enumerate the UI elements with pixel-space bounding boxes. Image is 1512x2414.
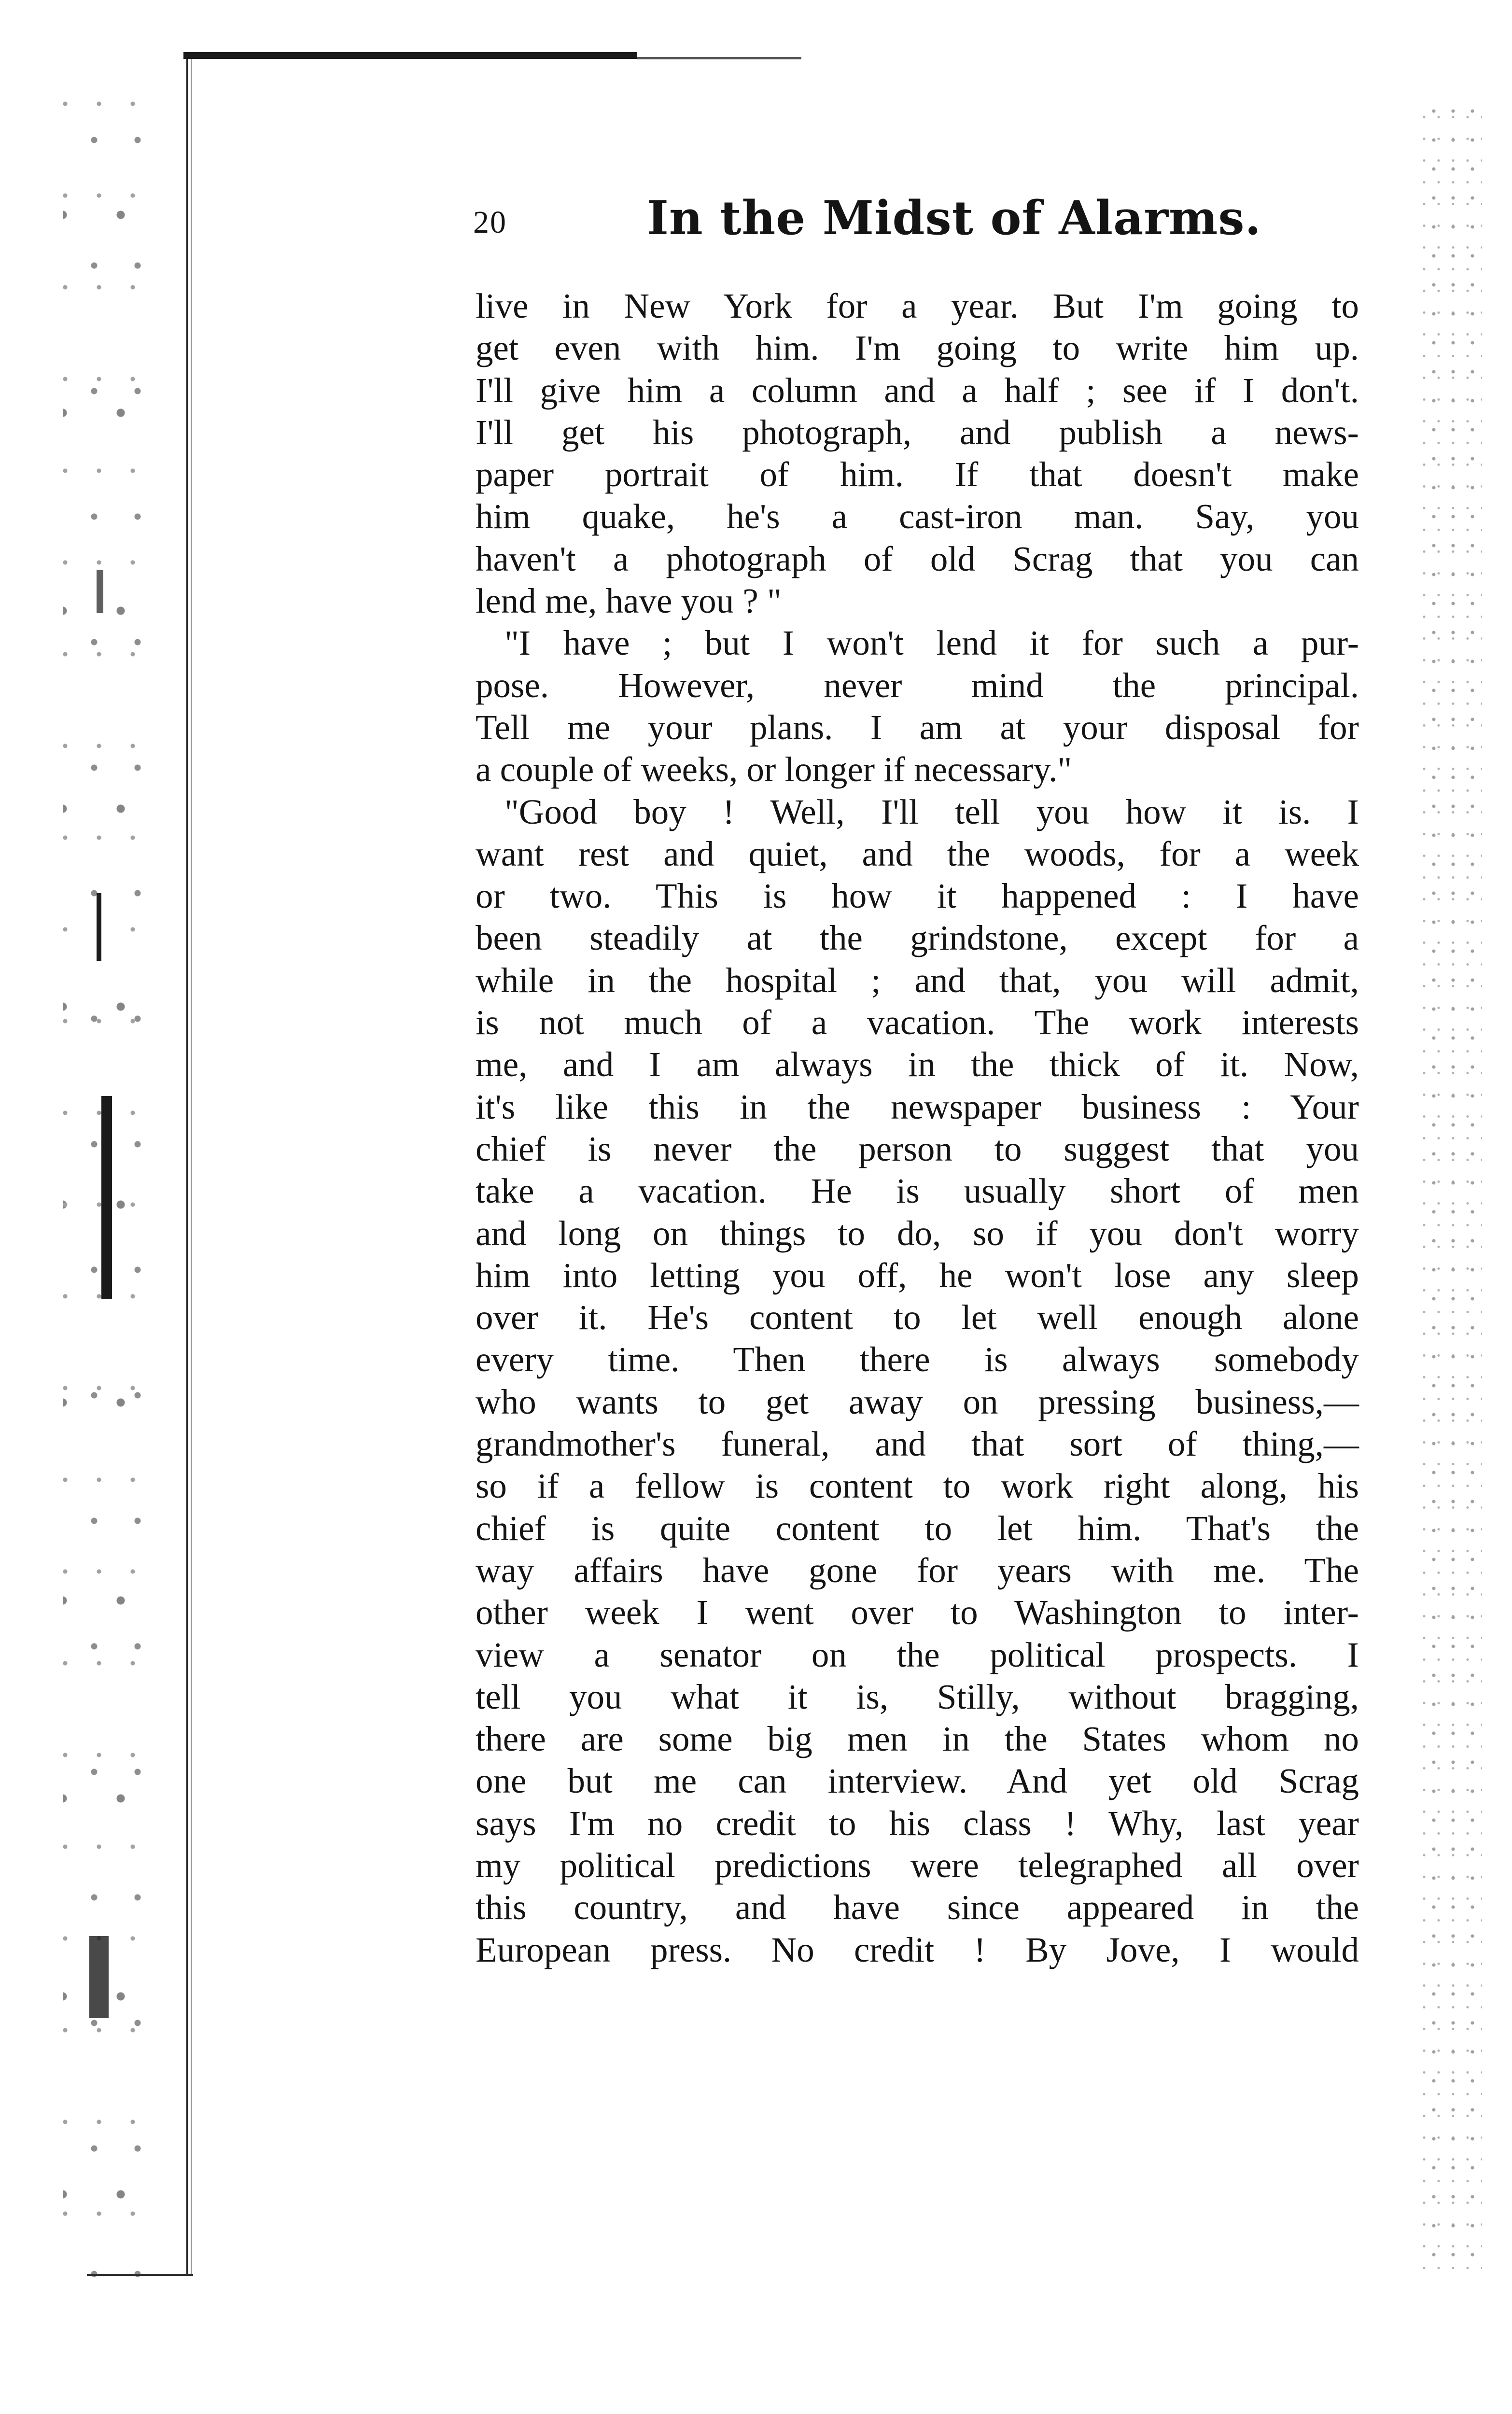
text-line: over it. He's content to let well enough alone bbox=[476, 1298, 1359, 1337]
text-line: paper portrait of him. If that doesn't make bbox=[476, 455, 1359, 494]
scan-mark bbox=[89, 1936, 109, 2018]
text-line: and long on things to do, so if you don't worry bbox=[476, 1213, 1359, 1253]
text-line: European press. No credit ! By Jove, I would bbox=[476, 1930, 1359, 1969]
text-line: get even with him. I'm going to write him up. bbox=[476, 328, 1359, 368]
text-line: who wants to get away on pressing business,— bbox=[476, 1382, 1359, 1421]
text-line: tell you what it is, Stilly, without bragging, bbox=[476, 1677, 1359, 1716]
text-line: lend me, have you ? " bbox=[476, 581, 782, 621]
text-line: one but me can interview. And yet old Scrag bbox=[476, 1761, 1359, 1801]
text-line: or two. This is how it happened : I have bbox=[476, 876, 1359, 916]
text-line: view a senator on the political prospects. I bbox=[476, 1635, 1359, 1674]
scan-speckle-left bbox=[63, 58, 164, 2298]
scan-bottom-line bbox=[87, 2274, 193, 2276]
running-title: In the Midst of Alarms. bbox=[647, 191, 1261, 245]
scan-mark bbox=[97, 893, 101, 961]
text-line: live in New York for a year. But I'm going to bbox=[476, 286, 1359, 325]
text-line: Tell me your plans. I am at your disposal for bbox=[476, 707, 1359, 747]
text-line: "Good boy ! Well, I'll tell you how it is. I bbox=[504, 792, 1359, 831]
page-number: 20 bbox=[473, 205, 507, 240]
text-line: I'll give him a column and a half ; see if I don't. bbox=[476, 370, 1359, 410]
binding-edge bbox=[186, 53, 195, 2274]
scan-mark bbox=[97, 570, 103, 613]
text-line: way affairs have gone for years with me. The bbox=[476, 1550, 1359, 1590]
text-line: every time. Then there is always somebody bbox=[476, 1340, 1359, 1379]
text-line: it's like this in the newspaper business : Your bbox=[476, 1087, 1359, 1126]
text-line: want rest and quiet, and the woods, for a week bbox=[476, 834, 1359, 873]
text-line: him quake, he's a cast-iron man. Say, you bbox=[476, 497, 1359, 536]
text-line: this country, and have since appeared in the bbox=[476, 1888, 1359, 1927]
scan-speckle-right bbox=[1419, 97, 1482, 2269]
text-line: me, and I am always in the thick of it. Now, bbox=[476, 1045, 1359, 1084]
text-line: haven't a photograph of old Scrag that you can bbox=[476, 539, 1359, 578]
body-text bbox=[476, 285, 1359, 1971]
text-line: my political predictions were telegraphed all over bbox=[476, 1845, 1359, 1885]
top-rule-tail bbox=[637, 57, 801, 59]
text-line: chief is never the person to suggest that you bbox=[476, 1129, 1359, 1168]
scan-mark bbox=[101, 1096, 112, 1299]
text-line: chief is quite content to let him. That's the bbox=[476, 1508, 1359, 1548]
running-head bbox=[473, 191, 1361, 249]
text-line: "I have ; but I won't lend it for such a pur- bbox=[504, 623, 1359, 663]
top-rule bbox=[183, 52, 637, 59]
text-line: so if a fellow is content to work right along, his bbox=[476, 1466, 1359, 1506]
text-line: him into letting you off, he won't lose any sleep bbox=[476, 1255, 1359, 1295]
text-line: I'll get his photograph, and publish a news- bbox=[476, 412, 1359, 452]
text-line: take a vacation. He is usually short of men bbox=[476, 1171, 1359, 1211]
text-line: a couple of weeks, or longer if necessary." bbox=[476, 750, 1072, 789]
text-line: is not much of a vacation. The work interests bbox=[476, 1003, 1359, 1042]
text-line: while in the hospital ; and that, you will admit, bbox=[476, 960, 1359, 1000]
text-line: says I'm no credit to his class ! Why, last year bbox=[476, 1803, 1359, 1843]
text-line: grandmother's funeral, and that sort of thing,— bbox=[476, 1424, 1359, 1464]
text-line: pose. However, never mind the principal. bbox=[476, 665, 1359, 705]
text-line: there are some big men in the States whom no bbox=[476, 1719, 1359, 1759]
text-line: been steadily at the grindstone, except for a bbox=[476, 918, 1359, 958]
text-line: other week I went over to Washington to inter- bbox=[476, 1593, 1359, 1632]
